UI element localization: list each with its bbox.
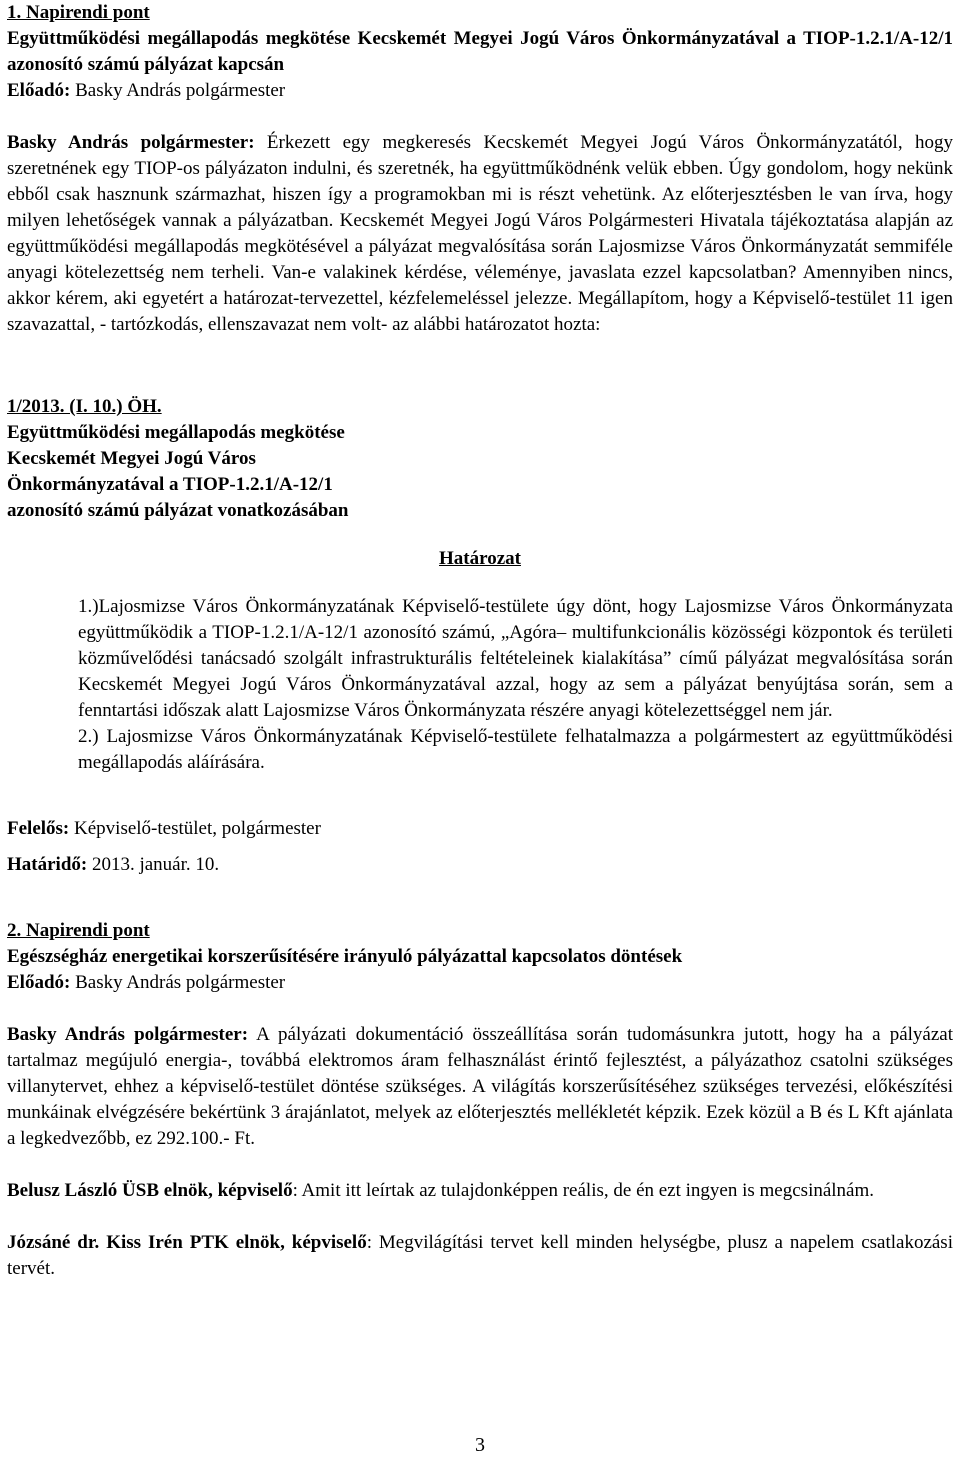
- agenda-item-1-presenter: [7, 78, 953, 104]
- agenda-item-1-number: 1. Napirendi pont: [7, 2, 150, 23]
- resolution-title-line-2: Kecskemét Megyei Jogú Város: [7, 448, 256, 469]
- resolution-heading: Határozat: [439, 548, 521, 569]
- resolution-point-2: 2.) Lajosmizse Város Önkormányzatának Képviselő-testülete felhatalmazza a polgármestert az együttműködési megállapodás aláírására.: [78, 726, 953, 773]
- resolution-responsible: [7, 816, 953, 842]
- resolution-title-line-1: Együttműködési megállapodás megkötése: [7, 422, 345, 443]
- speech-text: Érkezett egy megkeresés Kecskemét Megyei Jogú Város Önkormányzatától, hogy szeretnének egy TIOP-os pályázaton indulni, és szeretnék, ha együttműködnénk velük ebben. Úgy gondolom, hogy nekünk ebből csak hasznunk származhat, hiszen így a programokban mi is részt vehetünk. Az előterjesztésben le van írva, hogy milyen lehetőségek vannak a pályázatban.: [7, 132, 953, 231]
- resolution-deadline: [7, 852, 953, 878]
- agenda-item-2-title: Egészségház energetikai korszerűsítésére irányuló pályázattal kapcsolatos döntések: [7, 946, 683, 967]
- resolution-title-line-4: azonosító számú pályázat vonatkozásában: [7, 500, 349, 521]
- resolution-point-1: 1.)Lajosmizse Város Önkormányzatának Képviselő-testülete úgy dönt, hogy Lajosmizse Város Önkormányzata együttműködik a TIOP-1.2.1/A-12/1 azonosító számú, „Agóra– multifunkcionális közösségi központok és területi közművelődési tanácsadó szolgált infrastrukturális feltételeinek kialakítása” című pályázat megvalósítása során Kecskemét Megyei Jogú Város Önkormányzatával azzal, hogy az sem a pályázat benyújtása során, sem a fenntartási időszak alatt Lajosmizse Város Önkormányzata részére anyagi kötelezettséggel nem jár.: [78, 596, 953, 721]
- page-number: 3: [475, 1434, 485, 1456]
- agenda-item-1-title: Együttműködési megállapodás megkötése Kecskemét Megyei Jogú Város Önkormányzatával a TIOP-1.2.1/A-12/1 azonosító számú pályázat kapcsán: [7, 28, 953, 75]
- speaker-name: Belusz László ÜSB elnök, képviselő: [7, 1180, 293, 1201]
- speech-text: : Amit itt leírtak az tulajdonképpen reális, de én ezt ingyen is megcsinálnám.: [292, 1180, 875, 1201]
- responsible-value: Képviselő-testület, polgármester: [69, 818, 321, 839]
- page-content: [7, 0, 953, 1282]
- resolution-number: 1/2013. (I. 10.) ÖH.: [7, 396, 162, 417]
- speaker-name: Józsáné dr. Kiss Irén PTK elnök, képviselő: [7, 1232, 367, 1253]
- agenda-item-1-speech: [7, 130, 953, 338]
- deadline-label: Határidő:: [7, 854, 88, 875]
- agenda-item-2-presenter: [7, 970, 953, 996]
- speech-text: : Megvilágítási tervet kell minden helységbe, plusz a napelem csatlakozási tervét.: [7, 1232, 953, 1279]
- speaker-name: Basky András polgármester:: [7, 132, 255, 153]
- speech-text: A pályázati dokumentáció összeállítása során tudomásunkra jutott, hogy ha a pályázat tartalmaz megújuló energia-, továbbá elektromos áram felhasználást érintő fejlesztést, a pályázathoz csatolni szükséges villanytervet, ehhez a képviselő-testület döntése szükséges. A világítás korszerűsítéséhez szükséges tervezési, előkészítési munkáinak elvégzésére bekértünk 3 árajánlatot, melyek az előterjesztés mellékletét képzik. Ezek közül a B és L Kft ajánlata a legkedvezőbb, ez 292.100.- Ft.: [7, 1024, 953, 1149]
- agenda-item-2-number: 2. Napirendi pont: [7, 920, 150, 941]
- deadline-value: 2013. január. 10.: [87, 854, 220, 875]
- agenda-item-2-speech-1: [7, 1022, 953, 1152]
- agenda-item-2-speech-2: [7, 1178, 953, 1204]
- presenter-name: Basky András polgármester: [70, 80, 286, 101]
- resolution-title-line-3: Önkormányzatával a TIOP-1.2.1/A-12/1: [7, 474, 333, 495]
- presenter-label: Előadó:: [7, 972, 71, 993]
- presenter-label: Előadó:: [7, 80, 71, 101]
- speaker-name: Basky András polgármester:: [7, 1024, 249, 1045]
- responsible-label: Felelős:: [7, 818, 70, 839]
- speech-text-continued: Kecskemét Megyei Jogú Város Polgármesteri Hivatala tájékoztatása alapján az együttműködési megállapodás megkötésével a pályázat megvalósítása során Lajosmizse Város Önkormányzatát semmiféle anyagi kötelezettség nem terheli. Van-e valakinek kérdése, véleménye, javaslata ezzel kapcsolatban? Amennyiben nincs, akkor kérem, aki egyetért a határozat-tervezettel, kézfelemeléssel jelezze. Megállapítom, hogy a Képviselő-testület 11 igen szavazattal, - tartózkodás, ellenszavazat nem volt- az alábbi határozatot hozta:: [7, 210, 954, 335]
- presenter-name: Basky András polgármester: [70, 972, 286, 993]
- agenda-item-2-speech-3: [7, 1230, 953, 1282]
